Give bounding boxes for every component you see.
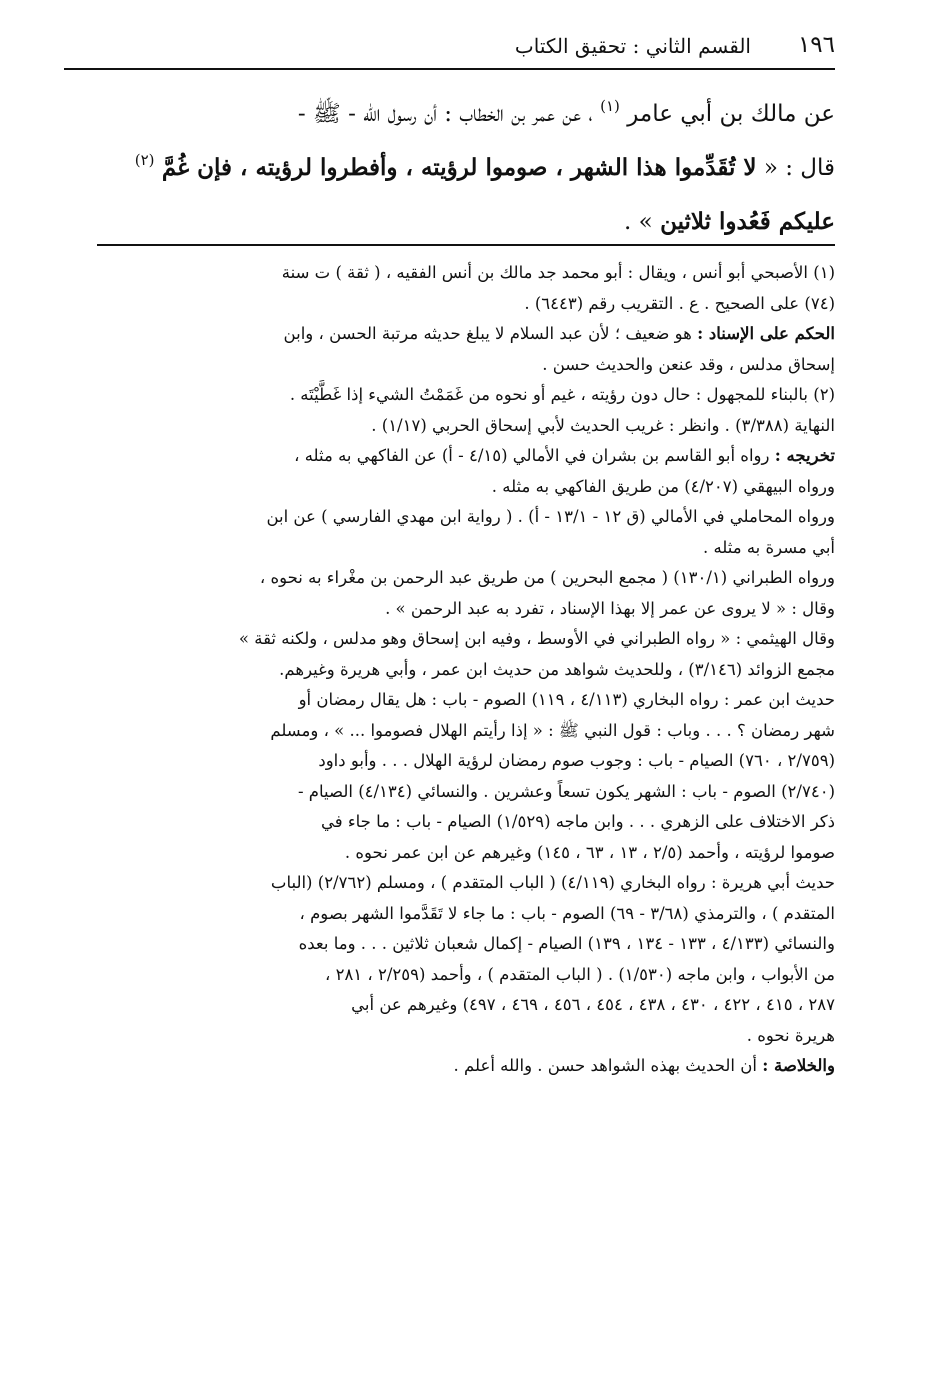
- quote-close: » .: [624, 209, 653, 235]
- hadith-line-1: [64, 88, 835, 142]
- footnote-text: ذكر الاختلاف على الزهري . . . وابن ماجه (١/٥٢٩) الصيام - باب : ما جاء في: [320, 812, 835, 831]
- footnote-line: [64, 594, 835, 625]
- footnote-separator: [97, 244, 835, 246]
- footnote-text: حديث أبي هريرة : رواه البخاري (٤/١١٩) ( الباب المتقدم ) ، ومسلم (٢/٧٦٢) (الباب: [270, 873, 835, 892]
- hadith-line-2: [64, 142, 835, 196]
- footnote-text: ورواه المحاملي في الأمالي (ق ١٢ - ١٣/١ - أ) . ( رواية ابن مهدي الفارسي ) عن ابن: [266, 507, 835, 526]
- footnote-text: (٧٤) على الصحيح . ع . التقريب رقم (٦٤٤٣) .: [524, 293, 835, 313]
- footnote-text: رواه أبو القاسم بن بشران في الأمالي (٤/١٥ - أ) عن الفاكهي به مثله ،: [294, 446, 775, 465]
- hadith-matn: لا تُقَدِّموا هذا الشهر ، صوموا لرؤيته ، وأفطروا لرؤيته ، فإن غُمَّ: [161, 154, 757, 181]
- footnote-text: من الأبواب ، وابن ماجه (١/٥٣٠) . ( الباب المتقدم ) ، وأحمد (٢/٢٥٩ ، ٢٨١ ،: [325, 964, 835, 984]
- footnote-ref-2: (٢): [134, 151, 155, 169]
- footnote-text: المتقدم ) ، والترمذي (٣/٦٨ - ٦٩) الصوم - باب : ما جاء لا تَقَدَّموا الشهر بصوم ،: [299, 903, 835, 923]
- footnote-text: (٢) بالبناء للمجهول : حال دون رؤيته ، غيم أو نحوه من غَمَمْتُ الشيء إذا غَطَّيْتَه .: [289, 385, 835, 404]
- hadith-matn-end: عليكم فَعُدوا ثلاثين: [660, 208, 835, 235]
- footnote-text: ورواه البيهقي (٤/٢٠٧) من طريق الفاكهي به مثله .: [491, 476, 835, 496]
- footnote-line: [64, 1051, 835, 1082]
- footnote-line: [64, 380, 835, 411]
- footnote-line: [64, 258, 835, 289]
- footnote-line: [64, 655, 835, 686]
- footnote-text: والنسائي (٤/١٣٣ ، ١٣٣ - ١٣٤ ، ١٣٩) الصيام - إكمال شعبان ثلاثين . . . وما بعده: [298, 934, 835, 953]
- footnote-line: [64, 289, 835, 320]
- footnote-heading: الحكم على الإسناد :: [697, 324, 835, 343]
- footnote-line: [64, 716, 835, 747]
- footnote-heading: تخريجه :: [774, 446, 835, 465]
- footnote-line: [64, 350, 835, 381]
- footnote-line: [64, 685, 835, 716]
- footnote-line: [64, 929, 835, 960]
- footnote-ref-1: (١): [600, 97, 620, 115]
- footnote-line: [64, 838, 835, 869]
- running-title: القسم الثاني : تحقيق الكتاب: [514, 34, 751, 58]
- narrator-chain: عن مالك بن أبي عامر: [627, 101, 835, 127]
- page-header: [64, 30, 835, 70]
- footnote-line: [64, 807, 835, 838]
- footnote-text: صوموا لرؤيته ، وأحمد (٢/٥ ، ١٣ ، ٦٣ ، ١٤٥) وغيرهم عن ابن عمر نحوه .: [344, 842, 835, 862]
- footnote-text: حديث ابن عمر : رواه البخاري (٤/١١٣ ، ١١٩) الصوم - باب : هل يقال رمضان أو: [298, 690, 835, 709]
- footnote-text: (١) الأصبحي أبو أنس ، ويقال : أبو محمد جد مالك بن أنس الفقيه ، ( ثقة ) ت سنة: [281, 263, 835, 282]
- chain-continuation: ، عن عمر بن الخطاب : أن رسول الله - ﷺ -: [297, 101, 593, 127]
- footnote-text: أبي مسرة به مثله .: [702, 537, 835, 557]
- footnote-line: [64, 624, 835, 655]
- footnote-text: وقال : « لا يروى عن عمر إلا بهذا الإسناد ، تفرد به عبد الرحمن » .: [385, 598, 835, 618]
- footnote-line: [64, 441, 835, 472]
- footnotes: [64, 258, 835, 1082]
- footnote-text: وقال الهيثمي : « رواه الطبراني في الأوسط ، وفيه ابن إسحاق وهو مدلس ، ولكنه ثقة »: [238, 629, 835, 648]
- page-number: ١٩٦: [797, 32, 835, 58]
- said-label: قال : «: [763, 155, 835, 181]
- footnote-line: [64, 746, 835, 777]
- footnote-text: (٢/٧٥٩ ، ٧٦٠) الصيام - باب : وجوب صوم رمضان لرؤية الهلال . . . وأبو داود: [318, 751, 835, 770]
- footnote-line: [64, 472, 835, 503]
- footnote-line: [64, 990, 835, 1021]
- footnote-line: [64, 868, 835, 899]
- footnote-text: ٢٨٧ ، ٤١٥ ، ٤٢٢ ، ٤٣٠ ، ٤٣٨ ، ٤٥٤ ، ٤٥٦ ، ٤٦٩ ، ٤٩٧) وغيرهم عن أبي: [351, 995, 835, 1014]
- footnote-line: [64, 960, 835, 991]
- footnote-line: [64, 1021, 835, 1052]
- footnote-text: هريرة نحوه .: [746, 1025, 835, 1045]
- footnote-line: [64, 533, 835, 564]
- footnote-heading: والخلاصة :: [762, 1056, 835, 1075]
- footnote-text: هو ضعيف ؛ لأن عبد السلام لا يبلغ حديثه مرتبة الحسن ، وابن: [283, 324, 698, 343]
- footnote-line: [64, 502, 835, 533]
- footnote-text: أن الحديث بهذه الشواهد حسن . والله أعلم .: [453, 1056, 763, 1075]
- hadith-text: [64, 88, 835, 248]
- footnote-line: [64, 411, 835, 442]
- footnote-text: ورواه الطبراني (١٣٠/١) ( مجمع البحرين ) من طريق عبد الرحمن بن مغْراء به نحوه ،: [259, 568, 835, 587]
- footnote-text: شهر رمضان ؟ . . . وباب : قول النبي ﷺ : « إذا رأيتم الهلال فصوموا ... » ، ومسلم: [270, 720, 835, 740]
- footnote-text: مجمع الزوائد (٣/١٤٦) ، وللحديث شواهد من حديث ابن عمر ، وأبي هريرة وغيرهم.: [279, 659, 835, 679]
- hadith-line-3: [64, 196, 835, 248]
- footnote-line: [64, 563, 835, 594]
- footnote-text: (٢/٧٤٠) الصوم - باب : الشهر يكون تسعاً وعشرين . والنسائي (٤/١٣٤) الصيام -: [297, 781, 835, 801]
- footnote-line: [64, 319, 835, 350]
- footnote-line: [64, 777, 835, 808]
- footnote-line: [64, 899, 835, 930]
- footnote-text: إسحاق مدلس ، وقد عنعن والحديث حسن .: [542, 354, 835, 374]
- footnote-text: النهاية (٣/٣٨٨) . وانظر : غريب الحديث لأبي إسحاق الحربي (١/١٧) .: [371, 415, 835, 435]
